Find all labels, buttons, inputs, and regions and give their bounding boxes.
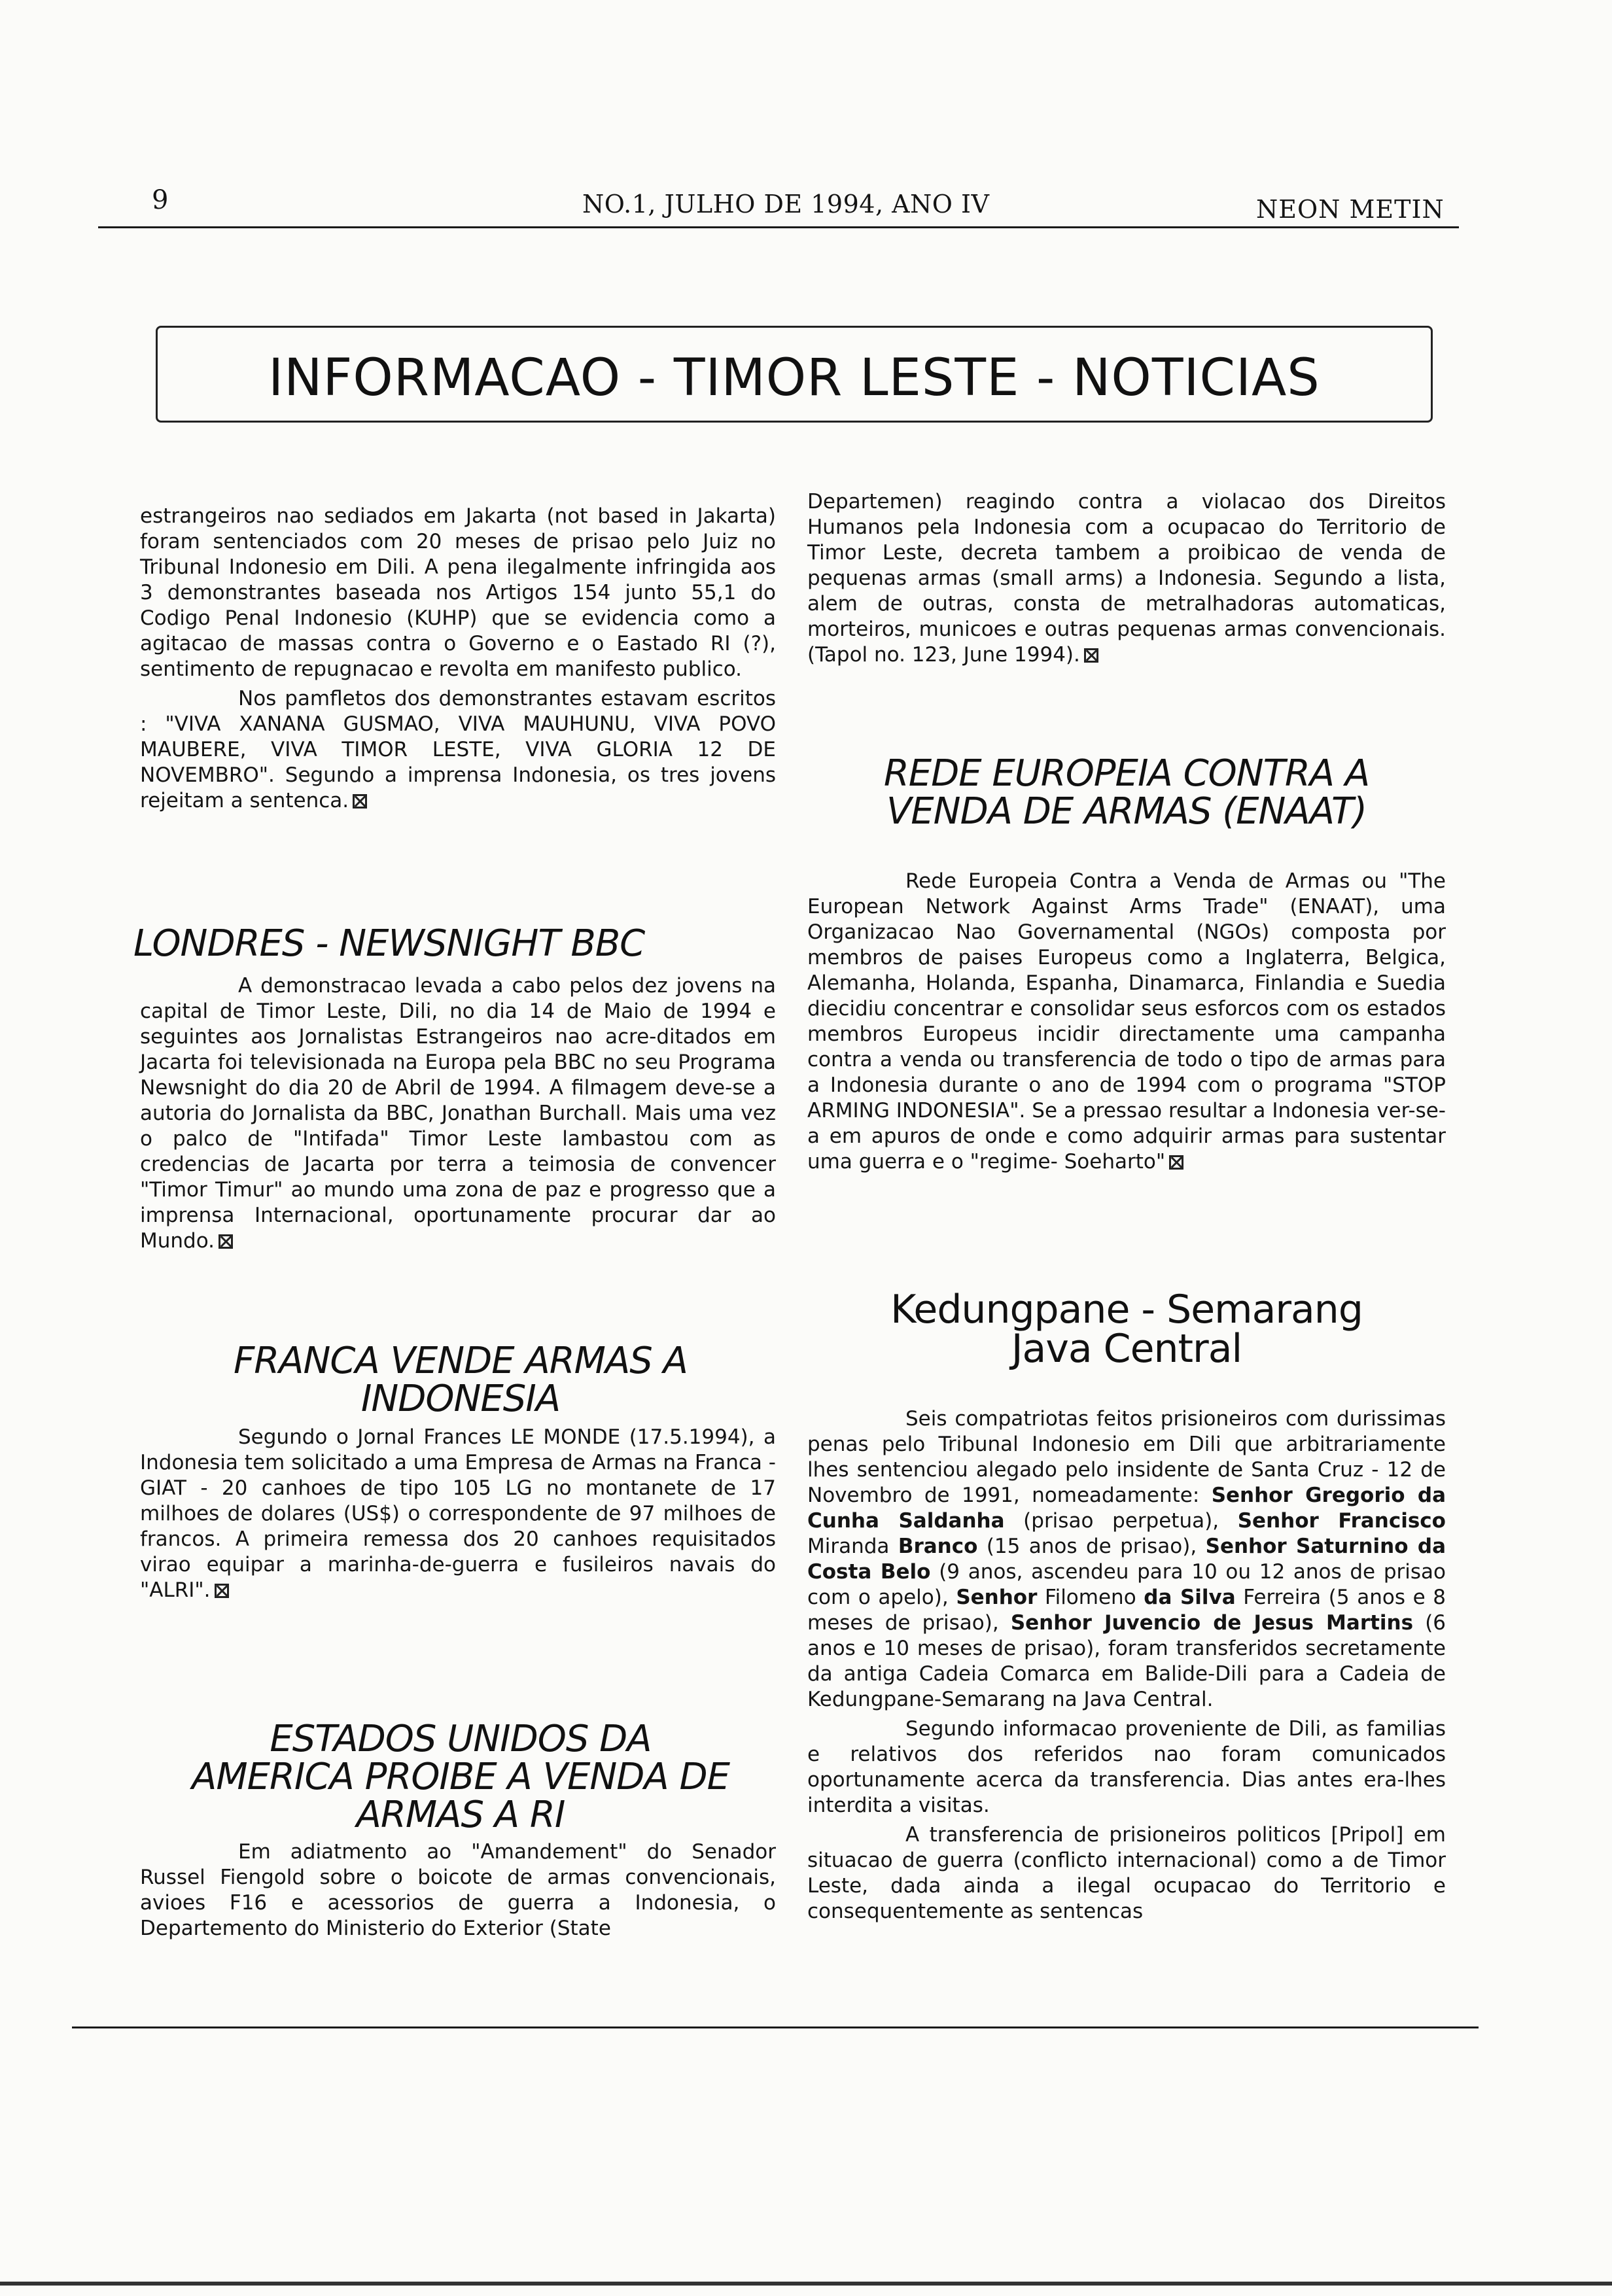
article-franca [140,1425,776,1607]
article-londres [140,973,776,1258]
article-paragraph: Em adiatmento ao "Amandement" do Senador Russel Fiengold sobre o boicote de armas convencionais, avioes F16 e acessorios de guerra a Indonesia, o Departemento do Ministerio do Exterior (State [140,1840,776,1940]
section-banner [156,326,1433,423]
article-enaat [807,869,1446,1179]
publication-name: NEON METIN [1256,195,1445,224]
article-paragraph: estrangeiros nao sediados em Jakarta (not based in Jakarta) foram sentenciados com 20 meses de prisao pelo Juiz no Tribunal Indonesio em Dili. A pena ilegalmente infringida aos 3 demonstrantes baseada nos Artigos 154 junto 55,1 do Codigo Penal Indonesio (KUHP) que se evidencia como a agitacao de massas contra o Governo e o Eastado RI (?), sentimento de repugnacao e revolta em manifesto publico. [140,504,776,681]
headline-franca: FRANCA VENDE ARMAS A INDONESIA [234,1340,688,1420]
article-paragraph: Segundo informacao proveniente de Dili, as familias e relativos dos referidos nao foram comunicados oportunamente acerca da transferencia. Dias antes era-lhes interdita a visitas. [807,1717,1446,1817]
headline-londres: LONDRES - NEWSNIGHT BBC [133,922,645,965]
page-number: 9 [152,185,169,215]
issue-line: NO.1, JULHO DE 1994, ANO IV [582,190,990,218]
headline-eua: ESTADOS UNIDOS DA AMERICA PROIBE A VENDA DE ARMAS A RI [192,1718,729,1836]
end-of-article-icon [219,1234,233,1249]
end-of-article-icon [1084,648,1098,663]
left-column-intro [140,504,776,818]
article-paragraph: A transferencia de prisioneiros politicos [Pripol] em situacao de guerra (conflicto internacional) como a de Timor Leste, dada ainda a ilegal ocupacao do Territorio e consequentemente as sentencas [807,1823,1446,1923]
bottom-edge-rule [0,2282,1612,2286]
headline-enaat: REDE EUROPEIA CONTRA A VENDA DE ARMAS (ENAAT) [883,752,1370,833]
article-paragraph: Seis compatriotas feitos prisioneiros com durissimas penas pelo Tribunal Indonesio em Dili que arbitrariamente lhes sentenciou alegado pelo insidente de Santa Cruz - 12 de Novembro de 1991, nomeadamente: Senhor Gregorio da Cunha Saldanha (prisao perpetua), Senhor Francisco Miranda Branco (15 anos de prisao), Senhor Saturnino da Costa Belo (9 anos, ascendeu para 10 ou 12 anos de prisao com o apelo), Senhor Filomeno da Silva Ferreira (5 anos e 8 meses de prisao), Senhor Juvencio de Jesus Martins (6 anos e 10 meses de prisao), foram transferidos secretamente da antiga Cadeia Comarca em Balide-Dili para a Cadeia de Kedungpane-Semarang na Java Central. [807,1407,1446,1711]
article-kedungpane [807,1406,1446,1928]
end-of-article-icon [215,1584,229,1598]
article-eua-continued [807,489,1446,672]
footer-rule [72,2026,1479,2028]
article-paragraph: Nos pamfletos dos demonstrantes estavam escritos : "VIVA XANANA GUSMAO, VIVA MAUHUNU, VIVA POVO MAUBERE, VIVA TIMOR LESTE, VIVA GLORIA 12 DE NOVEMBRO". Segundo a imprensa Indonesia, os tres jovens rejeitam a sentenca. [140,687,776,812]
article-paragraph: A demonstracao levada a cabo pelos dez jovens na capital de Timor Leste, Dili, no dia 14 de Maio de 1994 e seguintes aos Jornalistas Estrangeiros nao acre-ditados em Jacarta foi televisionada na Europa pela BBC no seu Programa Newsnight do dia 20 de Abril de 1994. A filmagem deve-se a autoria do Jornalista da BBC, Jonathan Burchall. Mais uma vez o palco de "Intifada" Timor Leste lambastou com as credencias de Jacarta por terra a teimosia de convencer "Timor Timur" ao mundo uma zona de paz e progresso que a imprensa Internacional, oportunamente procurar dar ao Mundo. [140,974,776,1253]
end-of-article-icon [353,794,367,809]
section-title: INFORMACAO - TIMOR LESTE - NOTICIAS [268,349,1320,408]
end-of-article-icon [1169,1155,1183,1170]
header-rule [98,226,1459,228]
article-paragraph: Departemen) reagindo contra a violacao dos Direitos Humanos pela Indonesia com a ocupacao do Territorio de Timor Leste, decreta tambem a proibicao de venda de pequenas armas (small arms) a Indonesia. Segundo a lista, alem de outras, consta de metralhadoras automaticas, morteiros, municoes e outras pequenas armas convencionais. (Tapol no. 123, June 1994). [807,490,1446,667]
article-paragraph: Rede Europeia Contra a Venda de Armas ou "The European Network Against Arms Trade" (ENAAT), uma Organizacao Nao Governamental (NGOs) composta por membros de paises Europeus como a Inglaterra, Belgica, Alemanha, Holanda, Espanha, Dinamarca, Finlandia e Suedia diecidiu concentrar e consolidar seus esforcos com os estados membros Europeus incidir directamente uma campanha contra a venda ou transferencia de todo o tipo de armas para a Indonesia durante o ano de 1994 com o programa "STOP ARMING INDONESIA". Se a pressao resultar a Indonesia ver-se-a em apuros de onde e como adquirir armas para sustentar uma guerra e o "regime- Soeharto" [807,869,1446,1174]
headline-kedungpane: Kedungpane - Semarang Java Central [890,1287,1363,1372]
article-paragraph: Segundo o Jornal Frances LE MONDE (17.5.1994), a Indonesia tem solicitado a uma Empresa de Armas na Franca - GIAT - 20 canhoes de tipo 105 LG no montanete de 17 milhoes de dolares (US$) o correspondente de 97 milhoes de francos. A primeira remessa dos 20 canhoes requisitados virao equipar a marinha-de-guerra e fusileiros navais do "ALRI". [140,1425,776,1602]
article-eua [140,1839,776,1945]
